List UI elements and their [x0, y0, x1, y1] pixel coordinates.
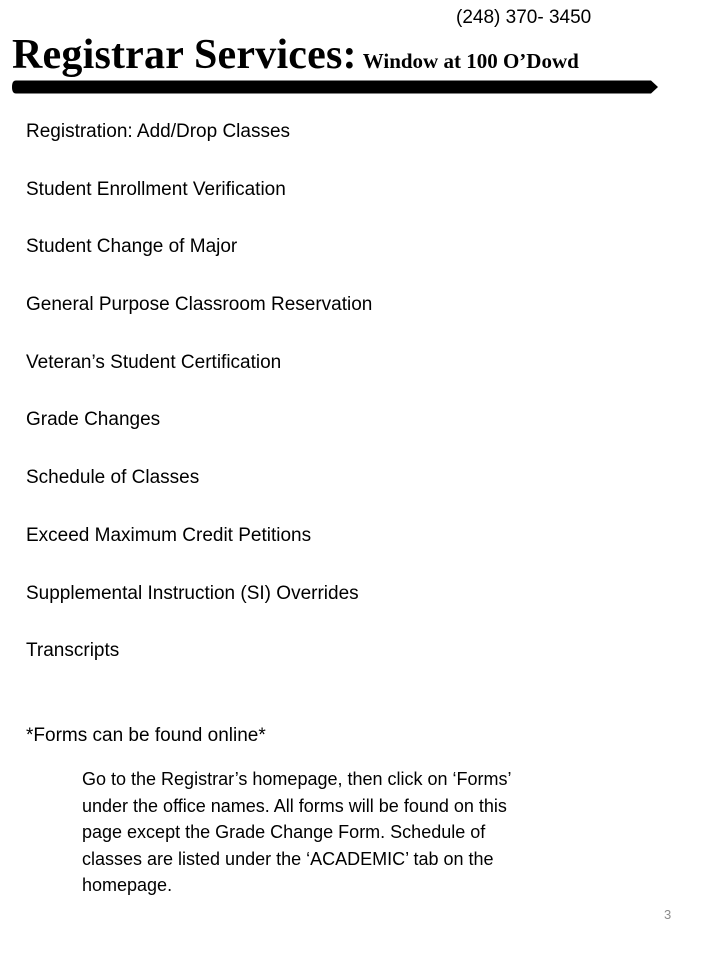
title-underline-rule: [0, 77, 720, 97]
service-item-registration: Registration: Add/Drop Classes: [26, 121, 291, 142]
service-item-schedule-of-classes: Schedule of Classes: [26, 467, 200, 489]
phone-number: (248) 370- 3450: [456, 7, 592, 28]
forms-instructions: Go to the Registrar’s homepage, then click on ‘Forms’ under the office names. All forms will be found on this page except the Grade Change Form. Schedule of classes are listed under the ‘ACADEMIC’ tab on the homepage.: [82, 769, 511, 895]
page-subtitle: Window at 100 O’Dowd: [362, 49, 579, 73]
service-item-change-of-major: Student Change of Major: [26, 236, 238, 258]
service-item-veterans-certification: Veteran’s Student Certification: [26, 351, 282, 373]
page-title: Registrar Services:: [12, 32, 357, 78]
service-item-transcripts: Transcripts: [26, 640, 120, 662]
forms-note: *Forms can be found online*: [26, 725, 266, 746]
service-item-grade-changes: Grade Changes: [26, 409, 161, 431]
rule-bar: [12, 81, 658, 94]
services-list: [26, 118, 372, 695]
service-item-credit-petitions: Exceed Maximum Credit Petitions: [26, 524, 312, 546]
service-item-enrollment-verification: Student Enrollment Verification: [26, 178, 286, 200]
service-item-si-overrides: Supplemental Instruction (SI) Overrides: [26, 582, 359, 604]
service-item-classroom-reservation: General Purpose Classroom Reservation: [26, 294, 373, 316]
page-number: 3: [664, 907, 672, 922]
